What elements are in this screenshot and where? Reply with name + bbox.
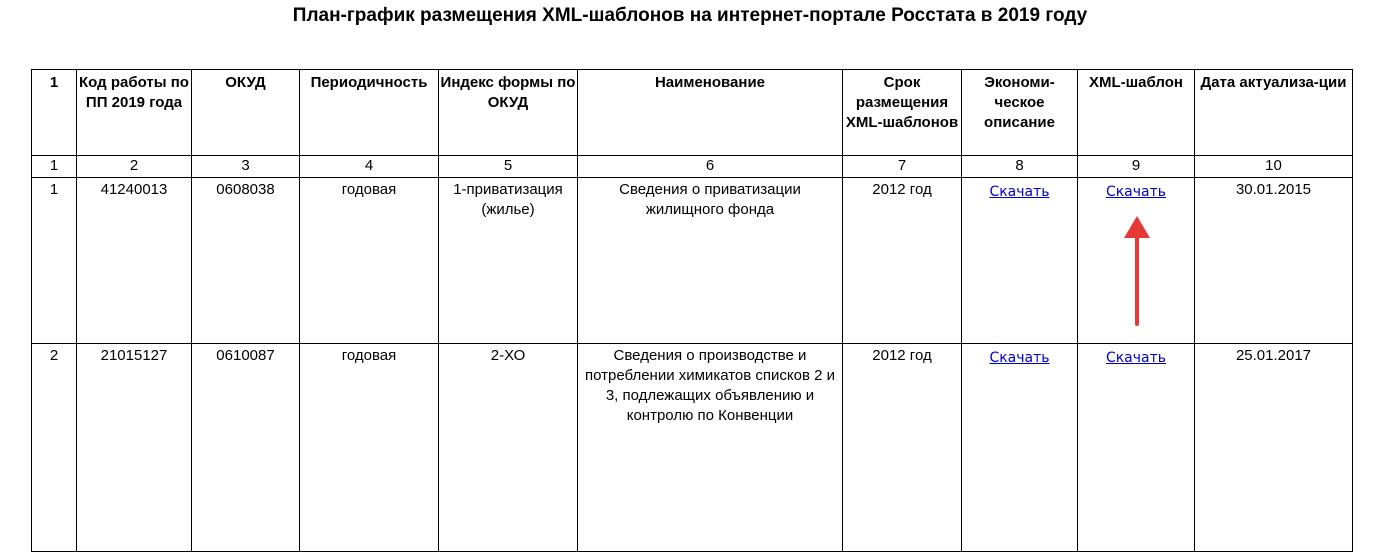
form-index: 2-ХО [439,344,578,552]
column-header: Периодичность [300,70,439,156]
econ-description-download-link[interactable]: Скачать [989,184,1050,200]
table-row [32,178,1353,344]
deadline: 2012 год [843,178,962,344]
update-date: 30.01.2015 [1195,178,1353,344]
column-header: Срок размещения XML-шаблонов [843,70,962,156]
xml-template-download-link[interactable]: Скачать [1105,350,1167,366]
econ-description-download-link[interactable]: Скачать [989,350,1050,366]
okud-code: 0610087 [192,344,300,552]
column-number: 4 [300,156,439,178]
arrow-shaft [1135,234,1139,326]
row-number: 2 [32,344,77,552]
column-header: XML-шаблон [1078,70,1195,156]
okud-code: 0608038 [192,178,300,344]
column-number: 7 [843,156,962,178]
deadline: 2012 год [843,344,962,552]
xml-template-cell [1078,344,1195,552]
header-row [32,70,1353,156]
column-number: 10 [1195,156,1353,178]
update-date: 25.01.2017 [1195,344,1353,552]
work-code: 41240013 [77,178,192,344]
column-header: Экономи-ческое описание [962,70,1078,156]
column-number: 1 [32,156,77,178]
page-title: План-график размещения XML-шаблонов на интернет-портале Росстата в 2019 году [292,5,1088,26]
column-number: 5 [439,156,578,178]
table-row [32,344,1353,552]
schedule-table [31,69,1353,552]
econ-description-cell [962,344,1078,552]
econ-description-cell [962,178,1078,344]
column-header: Дата актуализа-ции [1195,70,1353,156]
column-number: 3 [192,156,300,178]
work-code: 21015127 [77,344,192,552]
column-number-row [32,156,1353,178]
periodicity: годовая [300,344,439,552]
column-number: 6 [578,156,843,178]
column-header: 1 [32,70,77,156]
column-header: Наименование [578,70,843,156]
column-header: Код работы по ПП 2019 года [77,70,192,156]
xml-template-download-link[interactable]: Скачать [1105,184,1167,200]
row-number: 1 [32,178,77,344]
column-number: 9 [1078,156,1195,178]
form-name: Сведения о производстве и потреблении химикатов списков 2 и 3, подлежащих объявлению и контролю по Конвенции [578,344,843,552]
column-number: 2 [77,156,192,178]
column-header: ОКУД [192,70,300,156]
arrow-up-icon [1124,216,1150,326]
column-number: 8 [962,156,1078,178]
form-index: 1-приватизация (жилье) [439,178,578,344]
column-header: Индекс формы по ОКУД [439,70,578,156]
form-name: Сведения о приватизации жилищного фонда [578,178,843,344]
periodicity: годовая [300,178,439,344]
